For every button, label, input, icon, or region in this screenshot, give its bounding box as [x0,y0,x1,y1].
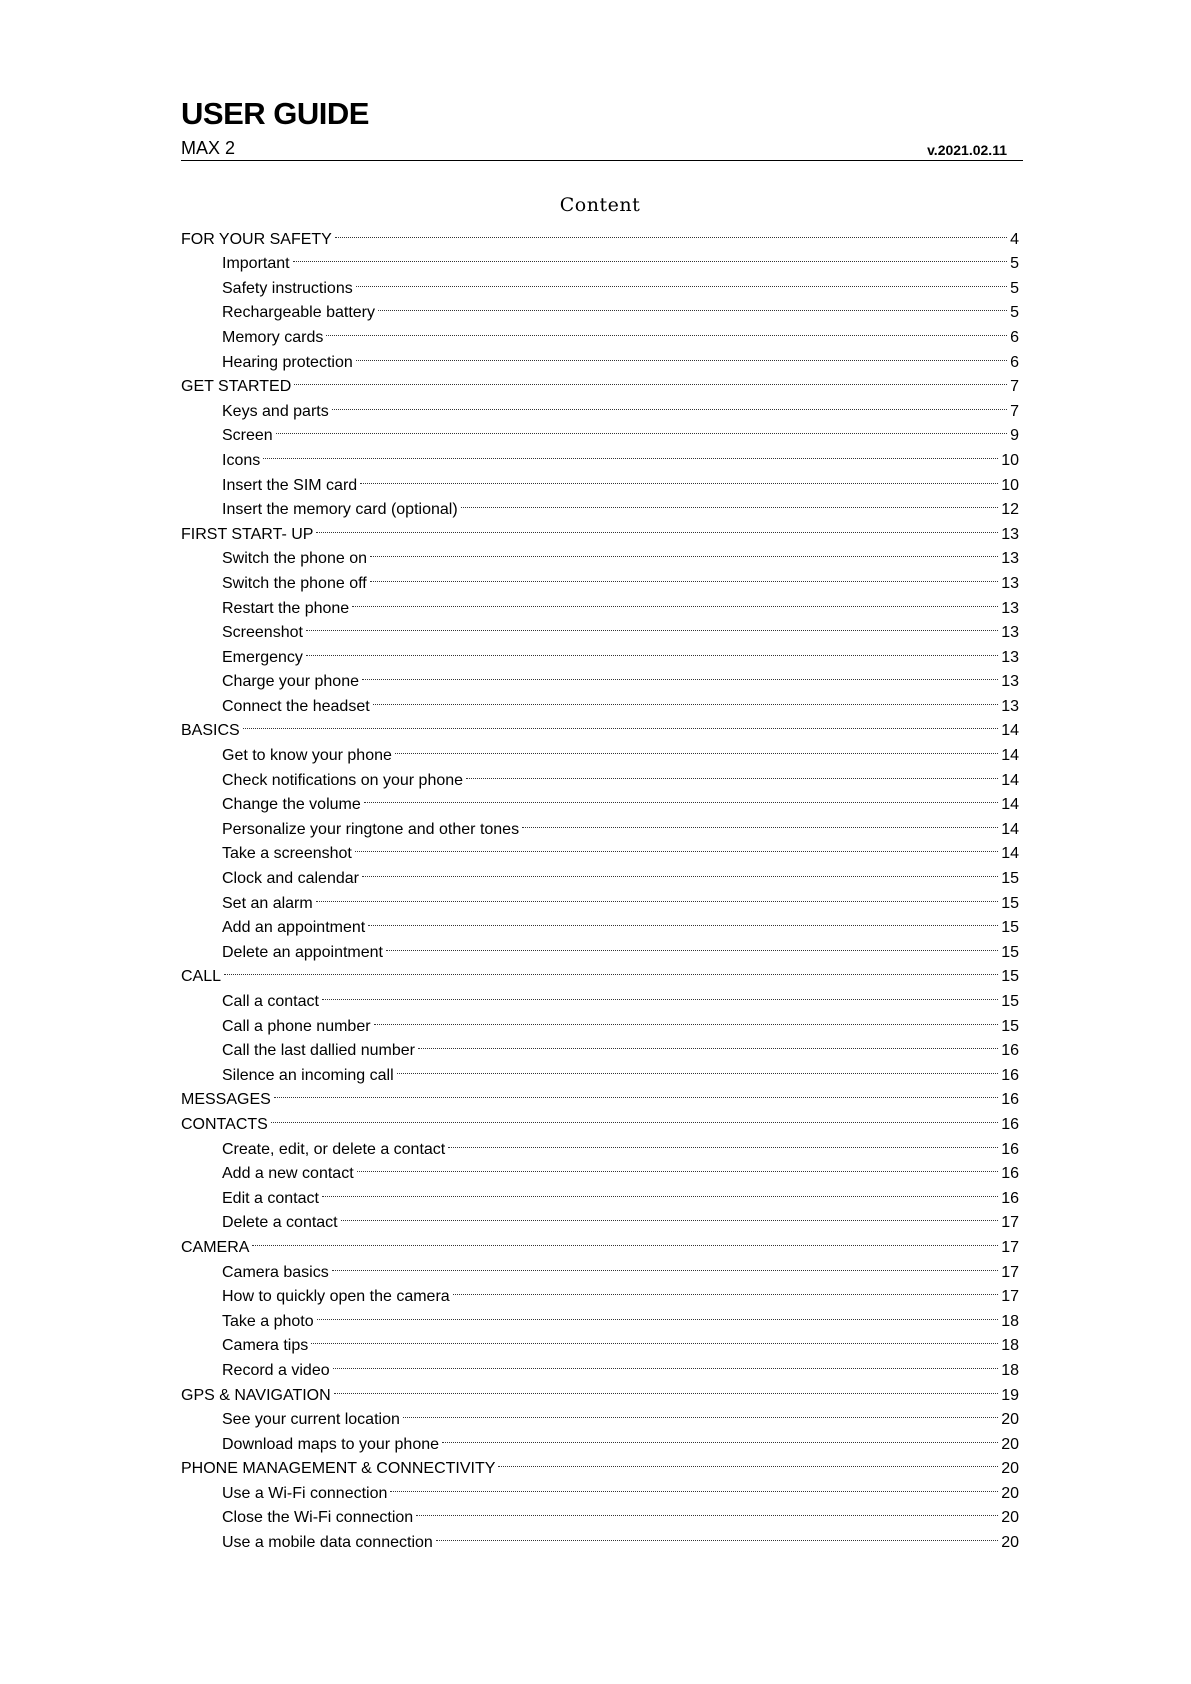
toc-entry-label: Personalize your ringtone and other tones [222,820,520,838]
toc-dot-leader [397,1055,999,1080]
toc-page-number: 20 [1001,1484,1019,1502]
toc-entry[interactable] [181,957,1019,986]
toc-entry-label: Take a photo [222,1312,314,1330]
toc-dot-leader [453,1277,999,1302]
toc-entry-label: Download maps to your phone [222,1435,440,1453]
toc-entry-label: Rechargeable battery [222,304,375,322]
toc-page-number: 17 [1001,1288,1019,1306]
toc-entry[interactable] [181,1080,1019,1109]
toc-entry-label: Set an alarm [222,894,313,912]
toc-entry-label: Screenshot [222,624,303,642]
toc-dot-leader [322,981,998,1006]
toc-entry[interactable] [181,268,1019,297]
toc-page-number: 10 [1001,451,1019,469]
toc-dot-leader [316,883,998,908]
toc-dot-leader [436,1522,998,1547]
toc-entry-label: Restart the phone [222,599,350,617]
toc-dot-leader [243,711,999,736]
toc-page-number: 16 [1001,1189,1019,1207]
toc-entry-label: Clock and calendar [222,870,359,888]
contents-heading: Content [559,194,641,216]
toc-entry-label: Check notifications on your phone [222,771,464,789]
toc-entry-label: Create, edit, or delete a contact [222,1140,446,1158]
toc-dot-leader [306,613,998,638]
toc-dot-leader [316,514,998,539]
toc-entry[interactable] [181,735,1019,765]
toc-dot-leader [317,1301,999,1326]
toc-page-number: 13 [1001,599,1019,617]
toc-page-number: 13 [1001,624,1019,642]
toc-dot-leader [378,293,1007,318]
toc-entry-label: Camera tips [222,1337,309,1355]
toc-entry[interactable] [181,711,1019,740]
toc-dot-leader [448,1129,998,1154]
toc-page-number: 16 [1001,1091,1019,1109]
toc-page-number: 14 [1001,820,1019,838]
toc-dot-leader [294,367,1007,392]
toc-entry[interactable] [181,416,1019,445]
toc-dot-leader [357,1154,999,1179]
toc-page-number: 14 [1001,771,1019,789]
toc-entry-label: See your current location [222,1411,400,1429]
table-of-contents [181,219,1019,1552]
toc-page-number: 13 [1001,550,1019,568]
toc-page-number: 15 [1001,943,1019,961]
toc-page-number: 17 [1001,1263,1019,1281]
toc-dot-leader [390,1473,998,1498]
toc-entry-label: Switch the phone on [222,550,367,568]
toc-dot-leader [418,1031,998,1056]
toc-page-number: 13 [1001,525,1019,543]
toc-entry-label: Delete an appointment [222,943,383,961]
toc-page-number: 7 [1010,402,1019,420]
toc-entry-label: Call a phone number [222,1017,371,1035]
toc-entry[interactable] [181,219,1019,248]
toc-dot-leader [395,735,998,760]
toc-entry-label: FOR YOUR SAFETY [181,230,332,248]
toc-page-number: 16 [1001,1165,1019,1183]
toc-entry-label: Take a screenshot [222,845,352,863]
toc-dot-leader [355,834,998,859]
toc-entry-label: Edit a contact [222,1189,319,1207]
toc-page-number: 6 [1010,328,1019,346]
toc-page-number: 9 [1010,427,1019,445]
toc-entry-label: Use a mobile data connection [222,1534,433,1552]
toc-dot-leader [263,440,998,465]
toc-entry-label: Memory cards [222,328,324,346]
toc-page-number: 15 [1001,894,1019,912]
toc-entry-label: How to quickly open the camera [222,1288,450,1306]
toc-dot-leader [252,1227,998,1252]
toc-entry-label: Call a contact [222,993,319,1010]
toc-dot-leader [306,637,998,662]
toc-dot-leader [335,219,1007,244]
toc-page-number: 18 [1001,1361,1019,1379]
toc-dot-leader [374,1006,999,1031]
toc-entry-label: Keys and parts [222,402,329,420]
toc-dot-leader [442,1424,998,1449]
toc-entry[interactable] [181,1252,1019,1281]
toc-entry-label: Safety instructions [222,279,353,297]
toc-entry[interactable] [181,637,1019,666]
toc-entry[interactable] [181,662,1019,691]
toc-page-number: 5 [1010,279,1019,297]
toc-page-number: 13 [1001,673,1019,691]
toc-entry-label: Silence an incoming call [222,1066,394,1084]
toc-entry-label: Important [222,255,290,273]
toc-page-number: 15 [1001,968,1019,986]
toc-page-number: 16 [1001,1066,1019,1084]
toc-dot-leader [332,391,1007,416]
toc-entry-label: Emergency [222,648,303,666]
toc-entry-label: Record a video [222,1361,330,1379]
toc-dot-leader [311,1326,998,1351]
toc-page-number: 12 [1001,501,1019,519]
toc-dot-leader [333,1350,999,1375]
toc-entry-label: CONTACTS [181,1115,268,1133]
toc-dot-leader [461,490,999,515]
toc-entry-label: Use a Wi-Fi connection [222,1484,388,1502]
toc-dot-leader [224,957,998,982]
toc-dot-leader [370,563,999,588]
header-subtitle-row [181,134,1023,161]
toc-page-number: 13 [1001,648,1019,666]
toc-entry-label: Camera basics [222,1263,329,1281]
toc-page-number: 15 [1001,919,1019,937]
toc-entry-label: Icons [222,451,261,469]
toc-entry-label: Add an appointment [222,919,366,937]
version-label: v.2021.02.11 [927,142,1007,158]
toc-entry-label: Hearing protection [222,353,353,371]
toc-entry[interactable] [181,465,1019,494]
toc-entry-label: GET STARTED [181,378,292,396]
toc-entry[interactable] [181,1104,1019,1133]
toc-page-number: 15 [1001,1017,1019,1035]
toc-entry[interactable] [181,981,1019,1010]
toc-dot-leader [271,1104,998,1129]
toc-entry-label: Change the volume [222,796,361,814]
toc-dot-leader [352,588,998,613]
toc-entry-label: Delete a contact [222,1214,338,1232]
toc-page-number: 14 [1001,722,1019,740]
toc-dot-leader [498,1449,998,1474]
toc-dot-leader [370,539,998,564]
toc-page-number: 7 [1010,378,1019,396]
toc-dot-leader [341,1203,999,1228]
toc-dot-leader [362,858,998,883]
toc-entry-label: Get to know your phone [222,747,392,765]
toc-dot-leader [416,1498,998,1523]
toc-page-number: 20 [1001,1509,1019,1527]
toc-entry[interactable] [181,244,1019,273]
toc-entry-label: FIRST START- UP [181,525,314,543]
toc-entry-label: GPS & NAVIGATION [181,1386,331,1404]
toc-entry-label: Insert the SIM card [222,476,358,494]
model-name: MAX 2 [181,138,236,158]
toc-dot-leader [360,465,998,490]
toc-dot-leader [293,244,1008,269]
toc-page-number: 6 [1010,353,1019,371]
toc-dot-leader [332,1252,999,1277]
toc-page-number: 17 [1001,1238,1019,1256]
toc-page-number: 20 [1001,1435,1019,1453]
document-title: USER GUIDE [181,96,369,131]
toc-dot-leader [403,1400,998,1425]
toc-dot-leader [466,760,998,785]
toc-page-number: 14 [1001,747,1019,765]
toc-dot-leader [368,908,998,933]
toc-entry-label: Add a new contact [222,1165,354,1183]
toc-dot-leader [373,686,999,711]
toc-page-number: 10 [1001,476,1019,494]
toc-page-number: 16 [1001,1042,1019,1060]
toc-entry-label: Insert the memory card (optional) [222,501,458,519]
toc-page-number: 19 [1001,1386,1019,1404]
toc-page-number: 14 [1001,845,1019,863]
toc-entry-label: CAMERA [181,1238,250,1256]
toc-dot-leader [274,1080,998,1105]
toc-entry-label: Charge your phone [222,673,359,691]
toc-page-number: 5 [1010,304,1019,322]
toc-dot-leader [522,809,998,834]
toc-entry-label: Connect the headset [222,697,370,715]
toc-entry-label: MESSAGES [181,1091,271,1109]
toc-page-number: 15 [1001,993,1019,1010]
toc-entry[interactable] [181,440,1019,469]
toc-entry-label: Screen [222,427,273,445]
toc-entry[interactable] [181,391,1019,420]
toc-page-number: 20 [1001,1411,1019,1429]
toc-dot-leader [362,662,998,687]
toc-page-number: 13 [1001,574,1019,592]
toc-dot-leader [364,785,998,810]
toc-entry[interactable] [181,1129,1019,1158]
toc-page-number: 18 [1001,1312,1019,1330]
toc-page-number: 13 [1001,697,1019,715]
toc-page-number: 4 [1010,230,1019,248]
toc-page-number: 16 [1001,1140,1019,1158]
toc-page-number: 20 [1001,1534,1019,1552]
toc-entry[interactable] [181,1227,1019,1256]
toc-dot-leader [276,416,1007,441]
toc-entry[interactable] [181,367,1019,396]
toc-entry-label: PHONE MANAGEMENT & CONNECTIVITY [181,1460,496,1478]
document-header [181,94,1023,161]
toc-page-number: 5 [1010,255,1019,273]
toc-entry[interactable] [181,613,1019,642]
toc-dot-leader [356,268,1007,293]
toc-page-number: 14 [1001,796,1019,814]
toc-page-number: 15 [1001,870,1019,888]
toc-entry-label: BASICS [181,722,240,740]
toc-entry-label: CALL [181,968,222,986]
toc-dot-leader [322,1178,998,1203]
toc-entry-label: Switch the phone off [222,574,367,592]
toc-page-number: 16 [1001,1115,1019,1133]
toc-dot-leader [326,317,1007,342]
toc-dot-leader [356,342,1007,367]
toc-dot-leader [334,1375,999,1400]
toc-dot-leader [386,932,998,957]
toc-entry-label: Close the Wi-Fi connection [222,1509,414,1527]
toc-page-number: 17 [1001,1214,1019,1232]
toc-entry-label: Call the last dallied number [222,1042,415,1060]
toc-page-number: 20 [1001,1460,1019,1478]
toc-page-number: 18 [1001,1337,1019,1355]
